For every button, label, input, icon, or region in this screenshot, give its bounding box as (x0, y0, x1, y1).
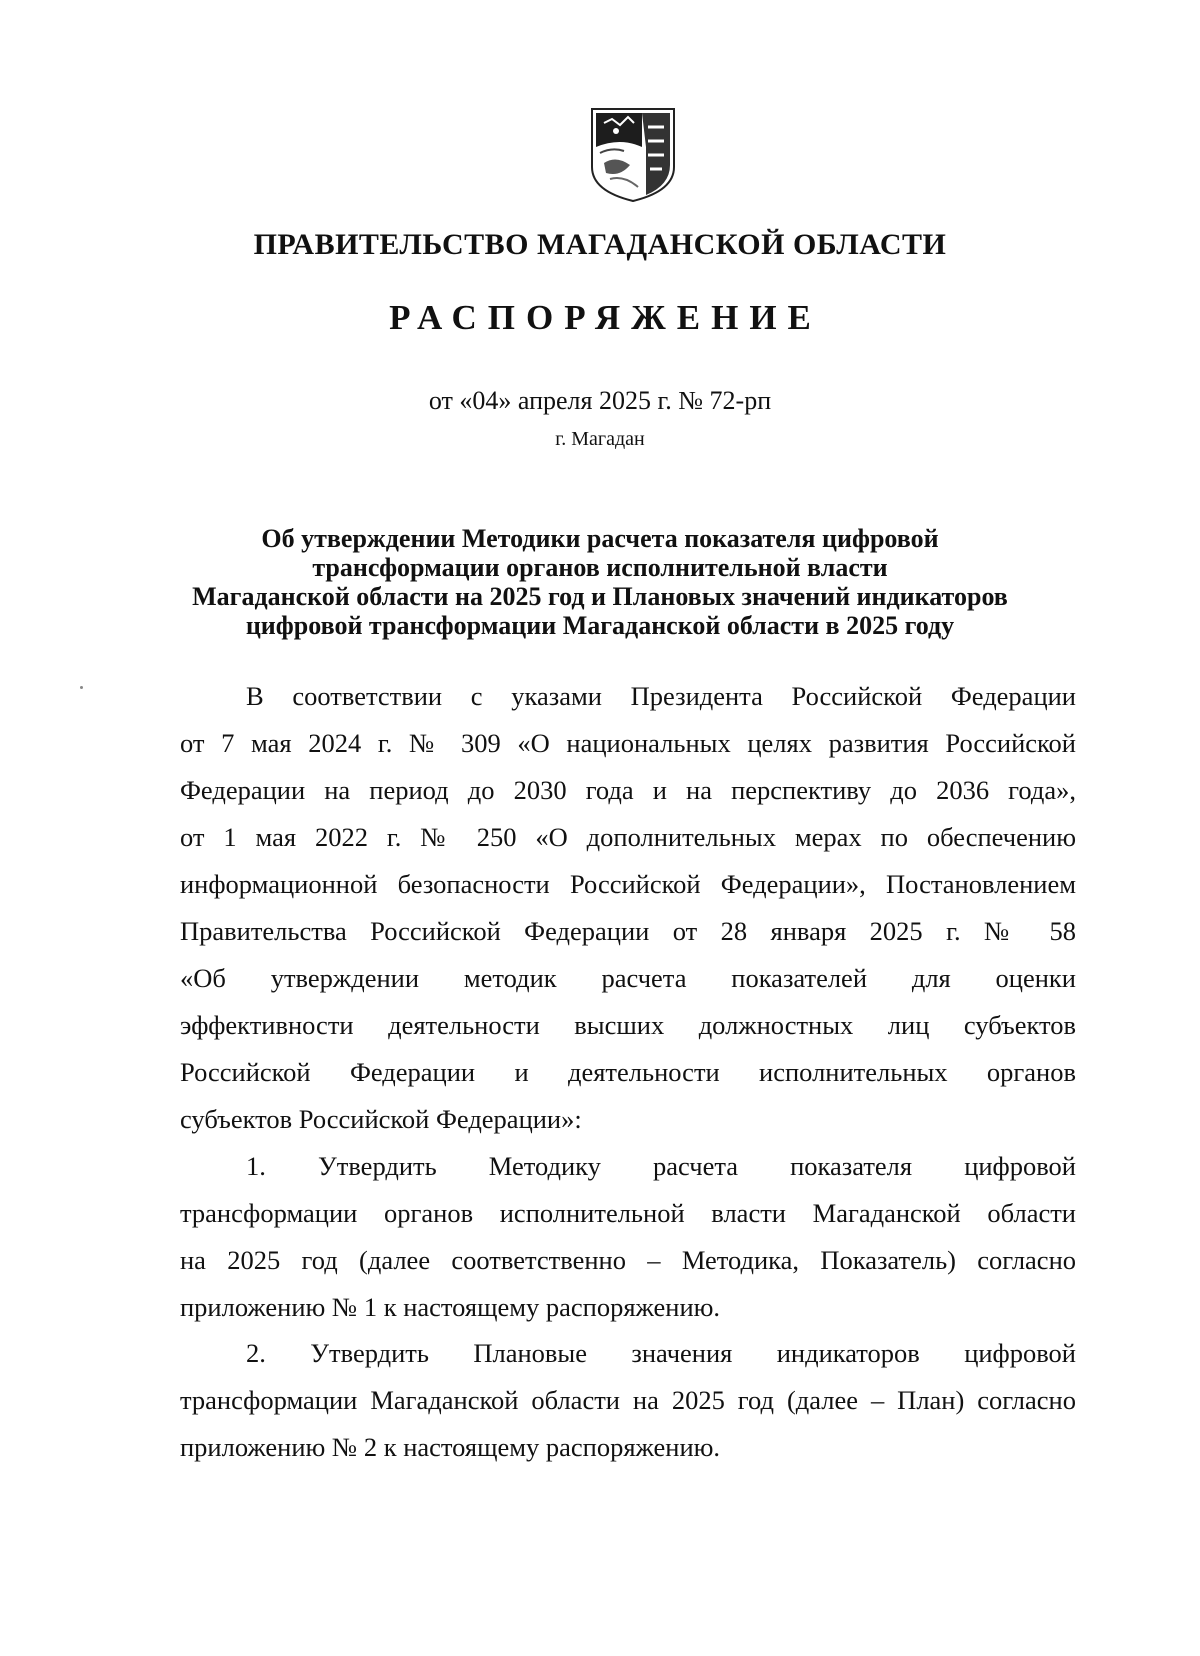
scan-speck (80, 686, 83, 689)
body-line: от 7 мая 2024 г. № 309 «О национальных целях развития Российской (180, 728, 1076, 758)
body-line: субъектов Российской Федерации»: (180, 1104, 582, 1134)
body-line: В соответствии с указами Президента Российской Федерации (246, 681, 1076, 711)
item-1-line: трансформации органов исполнительной власти Магаданской области (180, 1198, 1076, 1228)
body-line: «Об утверждении методик расчета показателей для оценки (180, 963, 1076, 993)
body-line: Российской Федерации и деятельности исполнительных органов (180, 1057, 1076, 1087)
subject-line: Об утверждении Методики расчета показателя цифровой (261, 524, 939, 553)
subject-line: Магаданской области на 2025 год и Плановых значений индикаторов (192, 582, 1008, 611)
body-line: от 1 мая 2022 г. № 250 «О дополнительных мерах по обеспечению (180, 822, 1076, 852)
government-name: ПРАВИТЕЛЬСТВО МАГАДАНСКОЙ ОБЛАСТИ (253, 228, 947, 261)
body-line: Правительства Российской Федерации от 28 января 2025 г. № 58 (180, 916, 1076, 946)
subject-line: трансформации органов исполнительной власти (312, 553, 888, 582)
subject-line: цифровой трансформации Магаданской области в 2025 году (245, 611, 955, 640)
item-1-line: на 2025 год (далее соответственно – Методика, Показатель) согласно (180, 1245, 1076, 1275)
item-2-line: 2. Утвердить Плановые значения индикаторов цифровой (246, 1338, 1076, 1368)
item-1-line: 1. Утвердить Методику расчета показателя цифровой (246, 1151, 1076, 1181)
body-line: эффективности деятельности высших должностных лиц субъектов (180, 1010, 1076, 1040)
item-2-line: трансформации Магаданской области на 2025 год (далее – План) согласно (180, 1385, 1076, 1415)
body-line: Федерации на период до 2030 года и на перспективу до 2036 года», (180, 775, 1076, 805)
body-line: информационной безопасности Российской Федерации», Постановлением (180, 869, 1076, 899)
document-subject (150, 524, 1050, 640)
item-2-line: приложению № 2 к настоящему распоряжению. (180, 1432, 721, 1462)
document-date-number: от «04» апреля 2025 г. № 72-рп (428, 386, 772, 415)
document-type: РАСПОРЯЖЕНИЕ (389, 298, 822, 337)
coat-of-arms-icon (590, 107, 676, 203)
document-city: г. Магадан (555, 428, 645, 450)
item-1-line: приложению № 1 к настоящему распоряжению. (180, 1292, 721, 1322)
